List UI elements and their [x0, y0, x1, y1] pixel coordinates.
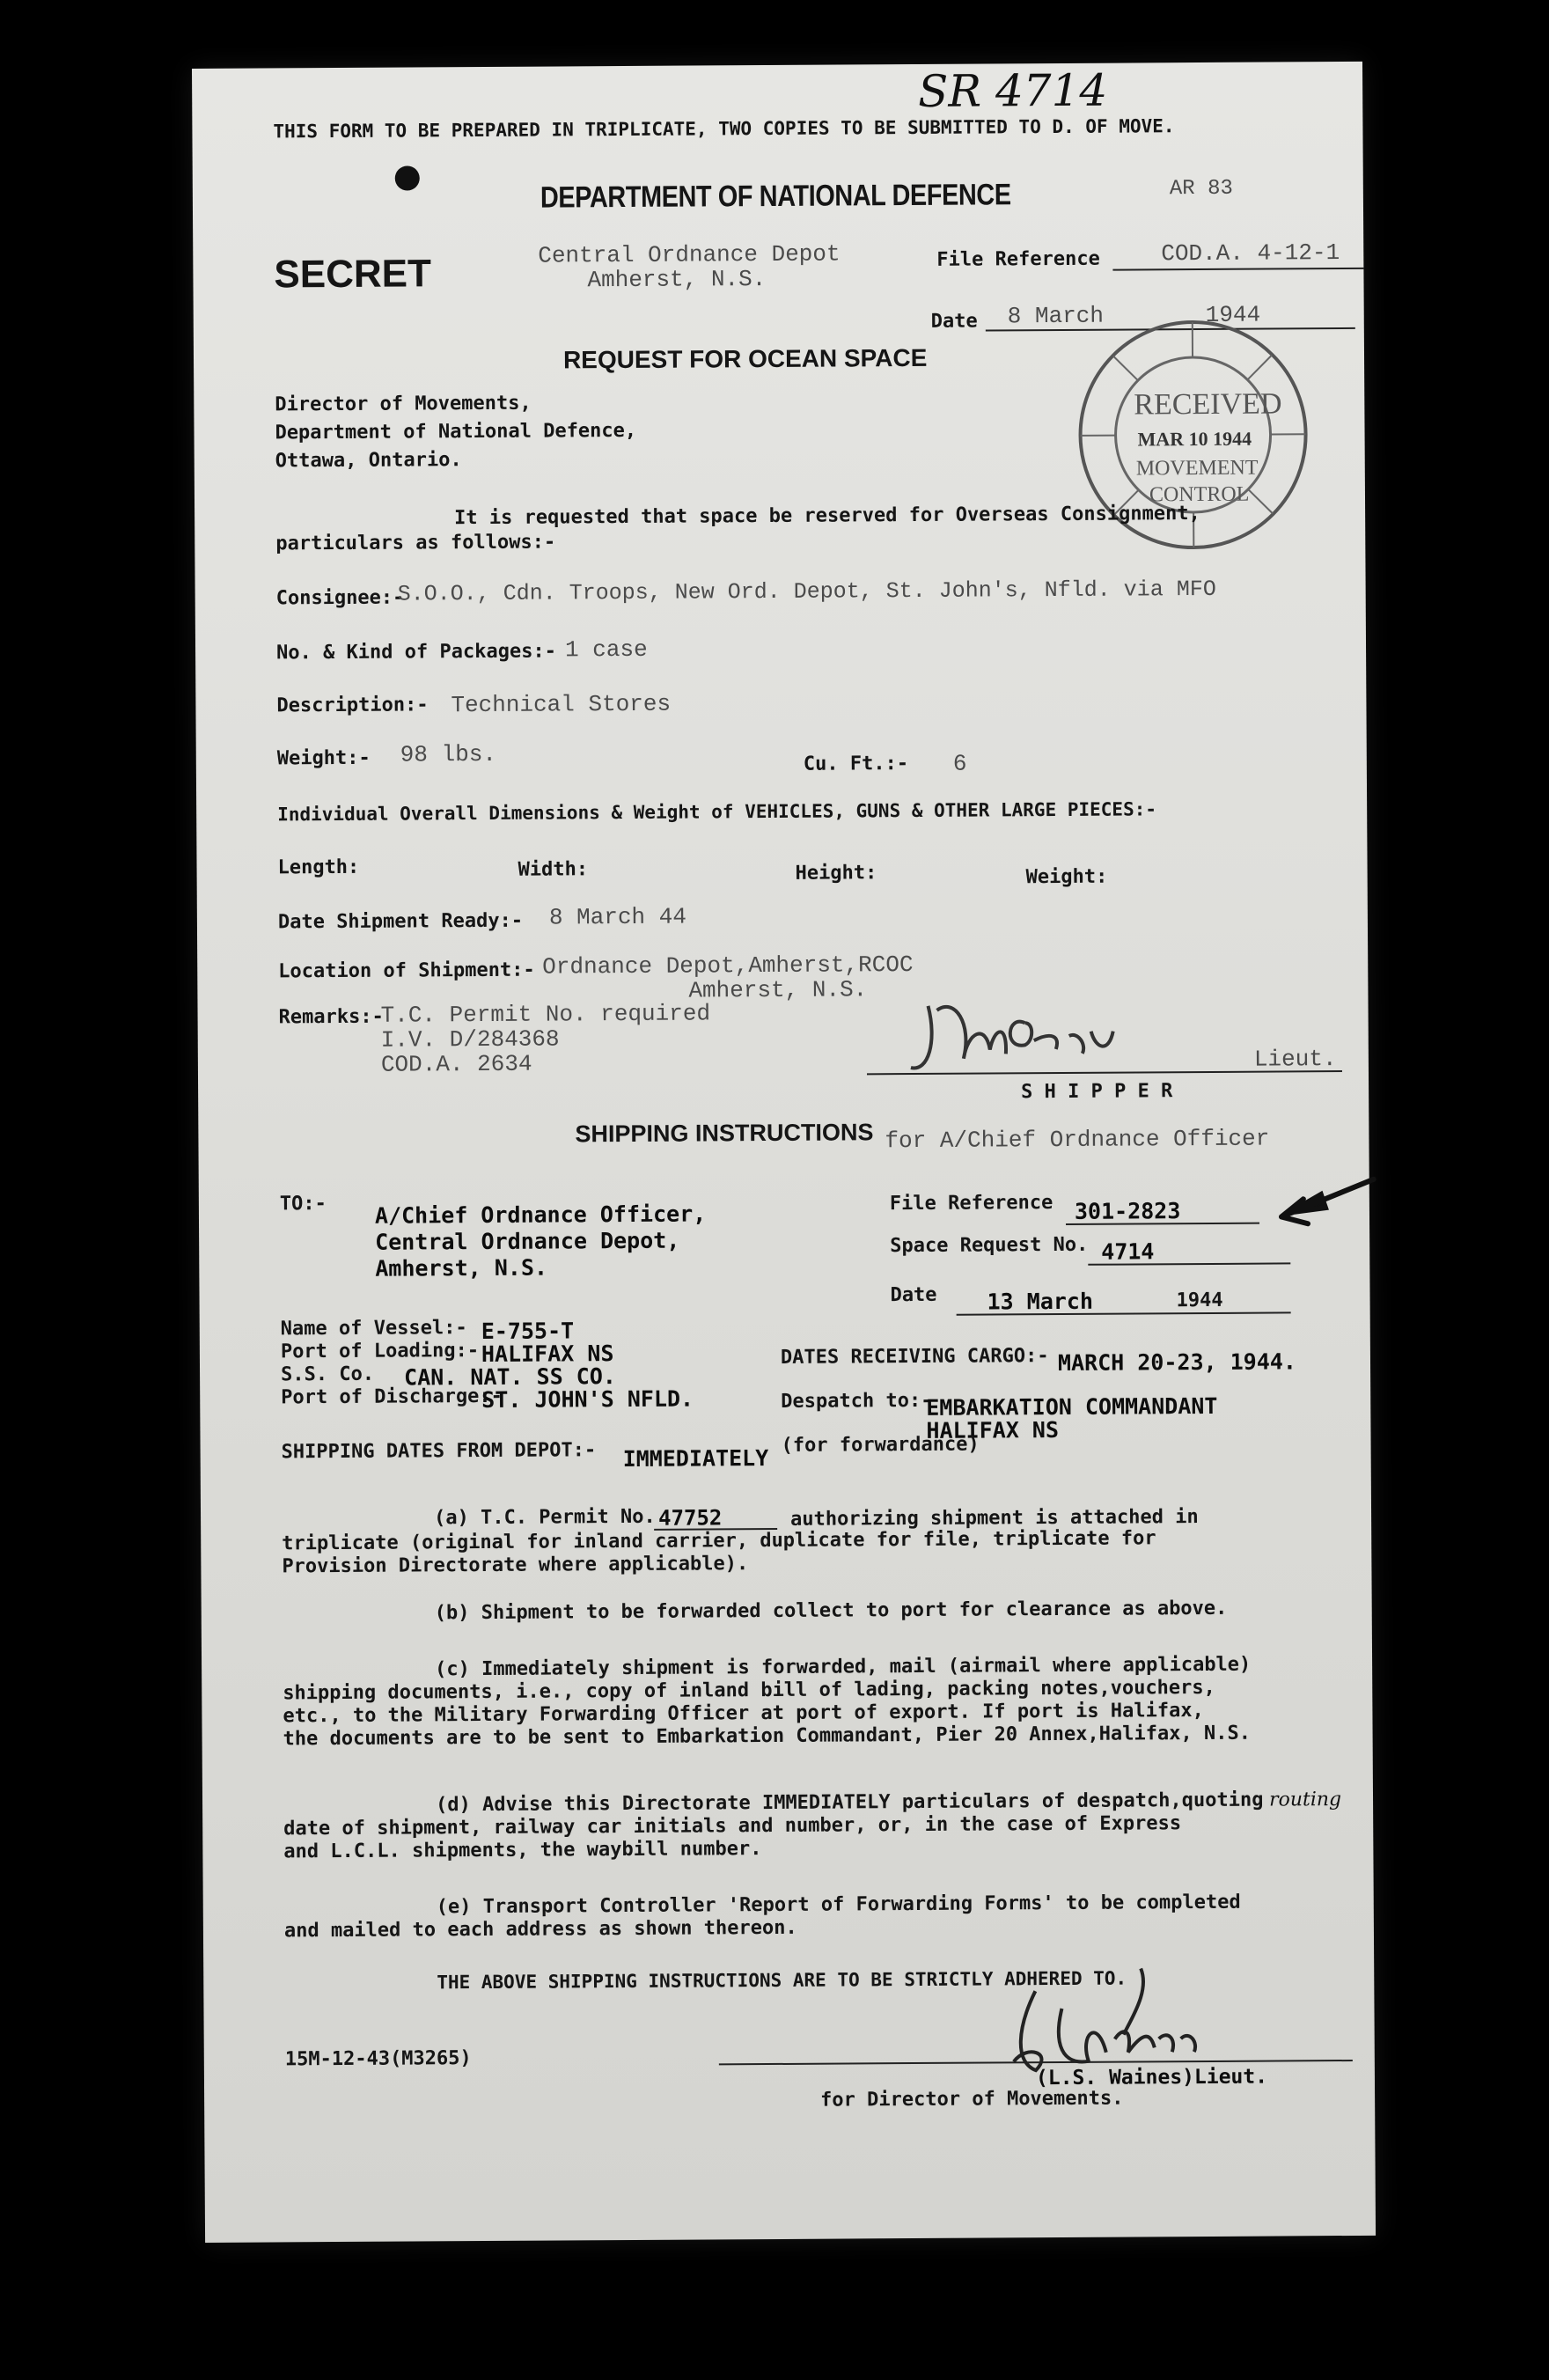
origin-line-2: Amherst, N.S.: [587, 266, 767, 294]
para-c-line-3: etc., to the Military Forwarding Officer at port of export. If port is Halifax,: [283, 1700, 1204, 1728]
receiving-value: MARCH 20-23, 1944.: [1057, 1348, 1297, 1377]
vessel-label: Name of Vessel:-: [280, 1317, 467, 1341]
instr-file-ref-label: File Reference: [889, 1192, 1053, 1216]
request-title: REQUEST FOR OCEAN SPACE: [562, 343, 928, 374]
discharge-value: ST. JOHN'S NFLD.: [481, 1385, 694, 1414]
director-signer: (L.S. Waines)Lieut.: [1035, 2065, 1268, 2090]
space-request-value: 4714: [1101, 1238, 1155, 1265]
ssco-label: S.S. Co.: [280, 1363, 375, 1386]
discharge-label: Port of Discharge:-: [281, 1385, 503, 1409]
form-number: 15M-12-43(M3265): [284, 2047, 472, 2071]
weight-value: 98 lbs.: [400, 740, 497, 768]
ar-code: AR 83: [1169, 176, 1233, 202]
remarks-line-3: COD.A. 2634: [380, 1050, 532, 1078]
para-d-line-2: date of shipment, railway car initials and number, or, in the case of Express: [283, 1812, 1182, 1840]
document-page: [192, 62, 1376, 2243]
date-year: 1944: [1205, 301, 1261, 328]
remarks-line-1: T.C. Permit No. required: [380, 1000, 711, 1029]
to-label: TO:-: [279, 1193, 327, 1216]
addressee-line-1: Director of Movements,: [275, 392, 532, 416]
dimensions-heading: Individual Overall Dimensions & Weight of VEHICLES, GUNS & OTHER LARGE PIECES:-: [277, 798, 1157, 826]
location-label: Location of Shipment:-: [278, 959, 535, 983]
instructions-title: SHIPPING INSTRUCTIONS: [575, 1119, 874, 1148]
cuft-value: 6: [952, 750, 967, 777]
shipper-label: S H I P P E R: [1021, 1080, 1173, 1104]
forwardance-note: (for forwardance): [781, 1433, 980, 1457]
triplicate-note: THIS FORM TO BE PREPARED IN TRIPLICATE, TWO COPIES TO BE SUBMITTED TO D. OF MOVE.: [273, 115, 1175, 143]
packages-label: No. & Kind of Packages:-: [275, 640, 557, 665]
instr-date-value: 13 March: [987, 1288, 1094, 1315]
addressee-line-3: Ottawa, Ontario.: [275, 449, 462, 473]
instr-date-year: 1944: [1176, 1289, 1223, 1312]
depot-dates-label: SHIPPING DATES FROM DEPOT:-: [281, 1439, 597, 1464]
description-value: Technical Stores: [451, 690, 672, 719]
description-label: Description:-: [276, 694, 429, 717]
to-line-1: A/Chief Ordnance Officer,: [374, 1201, 707, 1229]
ready-value: 8 March 44: [548, 903, 687, 931]
para-c-line-1: (c) Immediately shipment is forwarded, mail (airmail where applicable): [435, 1653, 1252, 1681]
para-b-line-1: (b) Shipment to be forwarded collect to port for clearance as above.: [434, 1597, 1228, 1625]
para-a-line-2: triplicate (original for inland carrier, duplicate for file, triplicate for: [282, 1527, 1156, 1555]
arrow-mark: [1264, 1172, 1378, 1235]
para-c-line-2: shipping documents, i.e., copy of inland bill of lading, packing notes,vouchers,: [283, 1676, 1215, 1705]
instr-file-ref-value: 301-2823: [1074, 1198, 1181, 1224]
width-label: Width:: [518, 858, 589, 881]
height-label: Height:: [795, 862, 877, 885]
location-value-1: Ordnance Depot,Amherst,RCOC: [542, 951, 914, 981]
closing-statement: THE ABOVE SHIPPING INSTRUCTIONS ARE TO BE STRICTLY ADHERED TO.: [437, 1967, 1127, 1994]
space-request-label: Space Request No.: [890, 1233, 1089, 1258]
vessel-value: E-755-T: [481, 1318, 575, 1345]
shipper-signature: [901, 988, 1131, 1086]
to-line-2: Central Ordnance Depot,: [375, 1227, 680, 1255]
intro-line-2: particulars as follows:-: [275, 531, 556, 555]
department-title: DEPARTMENT OF NATIONAL DEFENCE: [540, 178, 1011, 215]
signer-rank: Lieut.: [1253, 1046, 1337, 1073]
date-label: Date: [930, 310, 978, 333]
para-d-line-1: (d) Advise this Directorate IMMEDIATELY particulars of despatch,quoting: [435, 1789, 1264, 1817]
file-reference-value: COD.A. 4-12-1: [1161, 239, 1340, 268]
ready-label: Date Shipment Ready:-: [277, 909, 524, 934]
despatch-value-1: EMBARKATION COMMANDANT: [926, 1392, 1218, 1421]
file-reference-label: File Reference: [936, 247, 1100, 271]
consignee-value: S.O.O., Cdn. Troops, New Ord. Depot, St. John's, Nfld. via MFO: [397, 576, 1216, 607]
location-value-2: Amherst, N.S.: [688, 976, 868, 1004]
para-e-line-1: (e) Transport Controller 'Report of Forwarding Forms' to be completed: [436, 1891, 1241, 1919]
packages-value: 1 case: [564, 635, 648, 664]
handwritten-reference: SR 4714: [917, 64, 1108, 117]
para-d-line-3: and L.C.L. shipments, the waybill number.: [283, 1838, 762, 1863]
remarks-label: Remarks:-: [278, 1005, 384, 1029]
cuft-label: Cu. Ft.:-: [803, 753, 909, 775]
para-a-permit: 47752: [657, 1505, 723, 1531]
classification-label: SECRET: [274, 252, 432, 297]
addressee-line-2: Department of National Defence,: [275, 419, 637, 444]
para-c-line-4: the documents are to be sent to Embarkation Commandant, Pier 20 Annex,Halifax, N.S.: [283, 1722, 1252, 1751]
instr-date-label: Date: [890, 1283, 937, 1307]
para-a-line-1-post: authorizing shipment is attached in: [790, 1506, 1199, 1531]
remarks-line-2: I.V. D/284368: [380, 1025, 560, 1054]
consignee-label: Consignee:-: [275, 586, 405, 610]
receiving-label: DATES RECEIVING CARGO:-: [780, 1345, 1049, 1369]
punch-hole: [395, 165, 420, 190]
intro-line-1: It is requested that space be reserved for Overseas Consignment,: [454, 503, 1200, 530]
para-d-handwritten: routing: [1268, 1789, 1342, 1811]
stamp-line-3: MOVEMENT: [1135, 456, 1259, 481]
loading-value: HALIFAX NS: [481, 1341, 614, 1368]
para-e-line-2: and mailed to each address as shown thereon.: [283, 1916, 797, 1943]
ssco-value: CAN. NAT. SS CO.: [403, 1363, 617, 1391]
stamp-line-4: CONTROL: [1149, 482, 1250, 507]
despatch-value-2: HALIFAX NS: [926, 1417, 1060, 1443]
piece-weight-label: Weight:: [1025, 865, 1108, 889]
loading-label: Port of Loading:-: [280, 1340, 480, 1363]
para-a-line-1-pre: (a) T.C. Permit No.: [433, 1505, 656, 1530]
director-signer-for: for Director of Movements.: [820, 2087, 1124, 2112]
shipper-for: for A/Chief Ordnance Officer: [885, 1125, 1270, 1155]
stamp-line-2: MAR 10 1944: [1137, 427, 1252, 451]
to-line-3: Amherst, N.S.: [375, 1254, 548, 1282]
origin-line-1: Central Ordnance Depot: [538, 240, 841, 269]
date-value: 8 March: [1007, 302, 1105, 330]
despatch-label: Despatch to:-: [781, 1389, 933, 1413]
depot-dates-value: IMMEDIATELY: [622, 1445, 769, 1473]
weight-label: Weight:-: [276, 746, 371, 770]
para-a-line-3: Provision Directorate where applicable).: [282, 1553, 749, 1578]
length-label: Length:: [277, 856, 360, 879]
stamp-line-1: RECEIVED: [1134, 387, 1282, 422]
